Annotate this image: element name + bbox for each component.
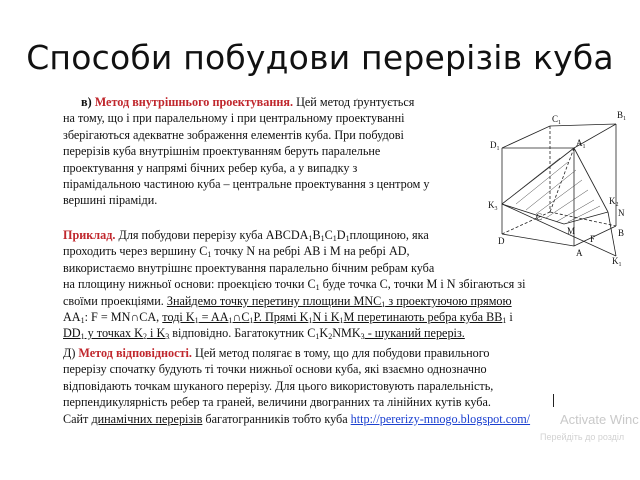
section-label: Д) [63, 346, 76, 360]
section-heading: Метод внутрішнього проектування. [94, 95, 294, 109]
label-f: F [590, 234, 596, 244]
text-line: відповідають точкам шуканого перерізу. Для цього використовують паралельність, [63, 378, 494, 393]
label-b: B [618, 228, 625, 238]
cube-section-figure [476, 96, 626, 266]
activation-watermark-sub: Перейдіть до розділ [540, 432, 625, 442]
text-line: проектування у напрямі бічних ребер куба, а у випадку з [63, 160, 358, 175]
activation-watermark: Activate Winc [560, 412, 639, 427]
label-m: M [567, 226, 576, 236]
text-line: перпендикулярність ребер та граней, величини двогранних та лінійних кутів куба. [63, 395, 491, 410]
example-paragraph: Приклад. Для побудови перерізу куба $ABCDA_1B_1C_1D_1площиною$, яка проходить через вершину $C_1$ точку N на ребрі AB і M на ребрі AD, використаємо внутрішнє проектування паралельно бічним ребрам куба на площину нижньої основи: проекцією точки $C_1$ буде точка C, точки M і N збігаються зі своїми проекціями. Знайдемо точку перетину площини $MNC_1$ з проектуючою прямою $AA_1$: F = MN∩CA, тоді $K_1$ = $AA_1\cap C_1P$. Прямі $K_1N$ і $K_1M$ перетинають ребра куба $BB_1$ і $DD_1$ у точках $K_2$ і $K_3$ відповідно. Багатокутник $C_1K_2NMK_3$ - шуканий переріз. [63, 228, 526, 342]
label-n: N [618, 208, 625, 218]
label-d: D [498, 236, 505, 246]
text-line: пірамідальною частиною куба – центральне проектування з центром у [63, 177, 430, 192]
label-b1: $B_1$ [617, 110, 626, 122]
section-internal-projection: в) Метод внутрішнього проектування. Цей метод ґрунтується на тому, що і при паралельному і при центральному проектуванні зберігаються адекватне зображення елементів куба. При побудові перерізів куба внутрішнім проектуванням беруть паралельне проектування у напрямі бічних ребер куба, а у випадку з пірамідальною частиною куба – центральне проектування з центром у вершині піраміди. [63, 94, 478, 209]
label-k2: $K_2$ [609, 196, 619, 208]
text-line: зберігаються адекватне зображення елементів куба. При побудові [63, 127, 404, 142]
text-cursor [553, 394, 554, 407]
section-heading: Метод відповідності. [78, 346, 192, 360]
slide-title: Способи побудови перерізів куба [26, 38, 614, 77]
label-c: C [536, 212, 543, 222]
text-line: на тому, що і при паралельному і при центральному проектуванні [63, 111, 405, 126]
label-d1: $D_1$ [490, 140, 500, 152]
label-k1: $K_1$ [612, 256, 622, 266]
label-k3: $K_3$ [488, 200, 498, 212]
section-correspondence: Д) Метод відповідності. Цей метод полягає в тому, що для побудови правильного перерізу спочатку будують ті точки нижньої основи куба, які взаємно однозначно відповідають точкам шуканого перерізу. Для цього використовують паралельність, перпендикулярність ребер та граней, величини двогранних та лінійних кутів куба. Сайт динамічних перерізів багатогранників тобто куба http://pererizy-mnogo.blogspot.com/ [63, 345, 618, 427]
example-label: Приклад. [63, 228, 116, 242]
label-a: A [576, 248, 583, 258]
label-c1: $C_1$ [552, 114, 562, 126]
site-link[interactable]: http://pererizy-mnogo.blogspot.com/ [350, 411, 531, 426]
text-line: перерізу спочатку будують ті точки нижньої основи куба, які взаємно однозначно [63, 362, 487, 377]
label-a1: $A_1$ [576, 138, 586, 150]
text-line: перерізів куба внутрішнім проектуванням беруть паралельне [63, 144, 381, 159]
text-line: вершині піраміди. [63, 193, 158, 208]
section-label: в) [81, 95, 92, 109]
